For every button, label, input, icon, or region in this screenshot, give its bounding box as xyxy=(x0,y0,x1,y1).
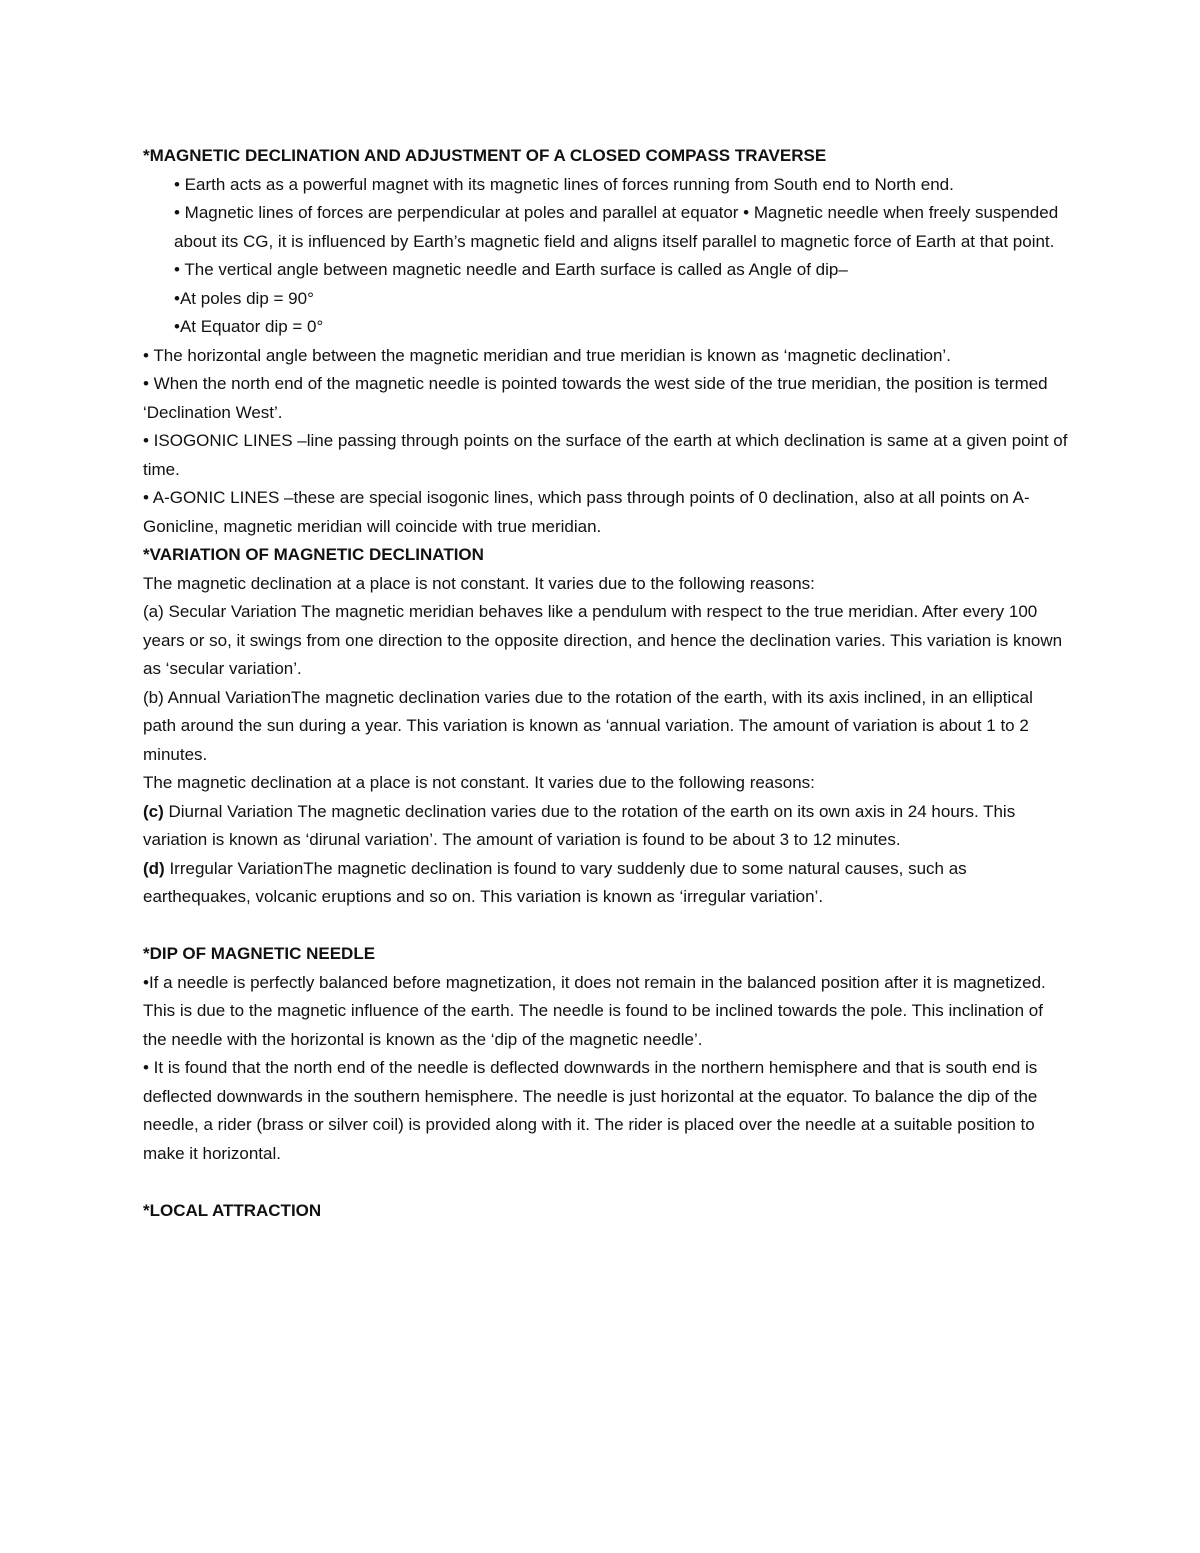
section-heading-variation: *VARIATION OF MAGNETIC DECLINATION xyxy=(143,545,484,564)
document-content xyxy=(143,142,1068,1225)
section-heading-dip: *DIP OF MAGNETIC NEEDLE xyxy=(143,944,376,963)
variation-annual-label: (b) xyxy=(143,687,164,707)
variation-annual-text: Annual VariationThe magnetic declination varies due to the rotation of the earth, with its axis inclined, in an elliptical path around the sun during a year. This variation is known as ‘annual variation. The amount of variation is about 1 to 2 minutes. xyxy=(143,687,1033,764)
bullet-declination-west: • When the north end of the magnetic needle is pointed towards the west side of the true meridian, the position is termed ‘Declination West’. xyxy=(143,374,1048,422)
variation-secular-label: (a) xyxy=(143,602,164,621)
variation-diurnal xyxy=(143,798,1068,855)
variation-secular-text: Secular Variation The magnetic meridian behaves like a pendulum with respect to the true meridian. After every 100 years or so, it swings from one direction to the opposite direction, and hence the declination varies. This variation is known as ‘secular variation’. xyxy=(143,602,1063,678)
bullet-magnetic-declination: • The horizontal angle between the magnetic meridian and true meridian is known as ‘magnetic declination’. xyxy=(143,345,951,365)
variation-intro: The magnetic declination at a place is not constant. It varies due to the following reasons: xyxy=(143,573,815,593)
section-heading-magnetic-declination: *MAGNETIC DECLINATION AND ADJUSTMENT OF A CLOSED COMPASS TRAVERSE xyxy=(143,146,827,165)
variation-annual xyxy=(143,684,1068,770)
variation-diurnal-label: (c) xyxy=(143,801,164,821)
bullet-agonic-lines: • A-GONIC LINES –these are special isogonic lines, which pass through points of 0 declination, also at all points on A-Gonicline, magnetic meridian will coincide with true meridian. xyxy=(143,488,1030,536)
bullet-angle-of-dip: • The vertical angle between magnetic needle and Earth surface is called as Angle of dip– xyxy=(174,260,848,279)
variation-intro-repeat: The magnetic declination at a place is not constant. It varies due to the following reasons: xyxy=(143,773,815,792)
bullet-lines-of-force: • Magnetic lines of forces are perpendicular at poles and parallel at equator • Magnetic needle when freely suspended about its CG, it is influenced by Earth’s magnetic field and aligns itself parallel to magnetic force of Earth at that point. xyxy=(174,203,1059,251)
variation-irregular xyxy=(143,855,1068,912)
variation-diurnal-text: Diurnal Variation The magnetic declination varies due to the rotation of the earth on its own axis in 24 hours. This variation is known as ‘dirunal variation’. The amount of variation is found to be about 3 to 12 minutes. xyxy=(143,801,1016,849)
variation-irregular-text: Irregular VariationThe magnetic declination is found to vary suddenly due to some natural causes, such as earthequakes, volcanic eruptions and so on. This variation is known as ‘irregular variation’. xyxy=(143,858,967,906)
bullet-isogonic-lines: • ISOGONIC LINES –line passing through points on the surface of the earth at which declination is same at a given point of time. xyxy=(143,431,1068,479)
dip-paragraph-2: • It is found that the north end of the needle is deflected downwards in the northern hemisphere and that is south end is deflected downwards in the southern hemisphere. The needle is just horizontal at the equator. To balance the dip of the needle, a rider (brass or silver coil) is provided along with it. The rider is placed over the needle at a suitable position to make it horizontal. xyxy=(143,1058,1038,1163)
section-heading-local-attraction: *LOCAL ATTRACTION xyxy=(143,1200,322,1220)
variation-secular xyxy=(143,598,1068,684)
bullet-earth-magnet: • Earth acts as a powerful magnet with its magnetic lines of forces running from South end to North end. xyxy=(174,174,954,194)
bullet-dip-poles: •At poles dip = 90° xyxy=(174,288,314,308)
variation-irregular-label: (d) xyxy=(143,858,165,878)
dip-paragraph-1: •If a needle is perfectly balanced before magnetization, it does not remain in the balanced position after it is magnetized. This is due to the magnetic influence of the earth. The needle is found to be inclined towards the pole. This inclination of the needle with the horizontal is known as the ‘dip of the magnetic needle’. xyxy=(143,972,1046,1049)
bullet-dip-equator: •At Equator dip = 0° xyxy=(174,317,324,336)
